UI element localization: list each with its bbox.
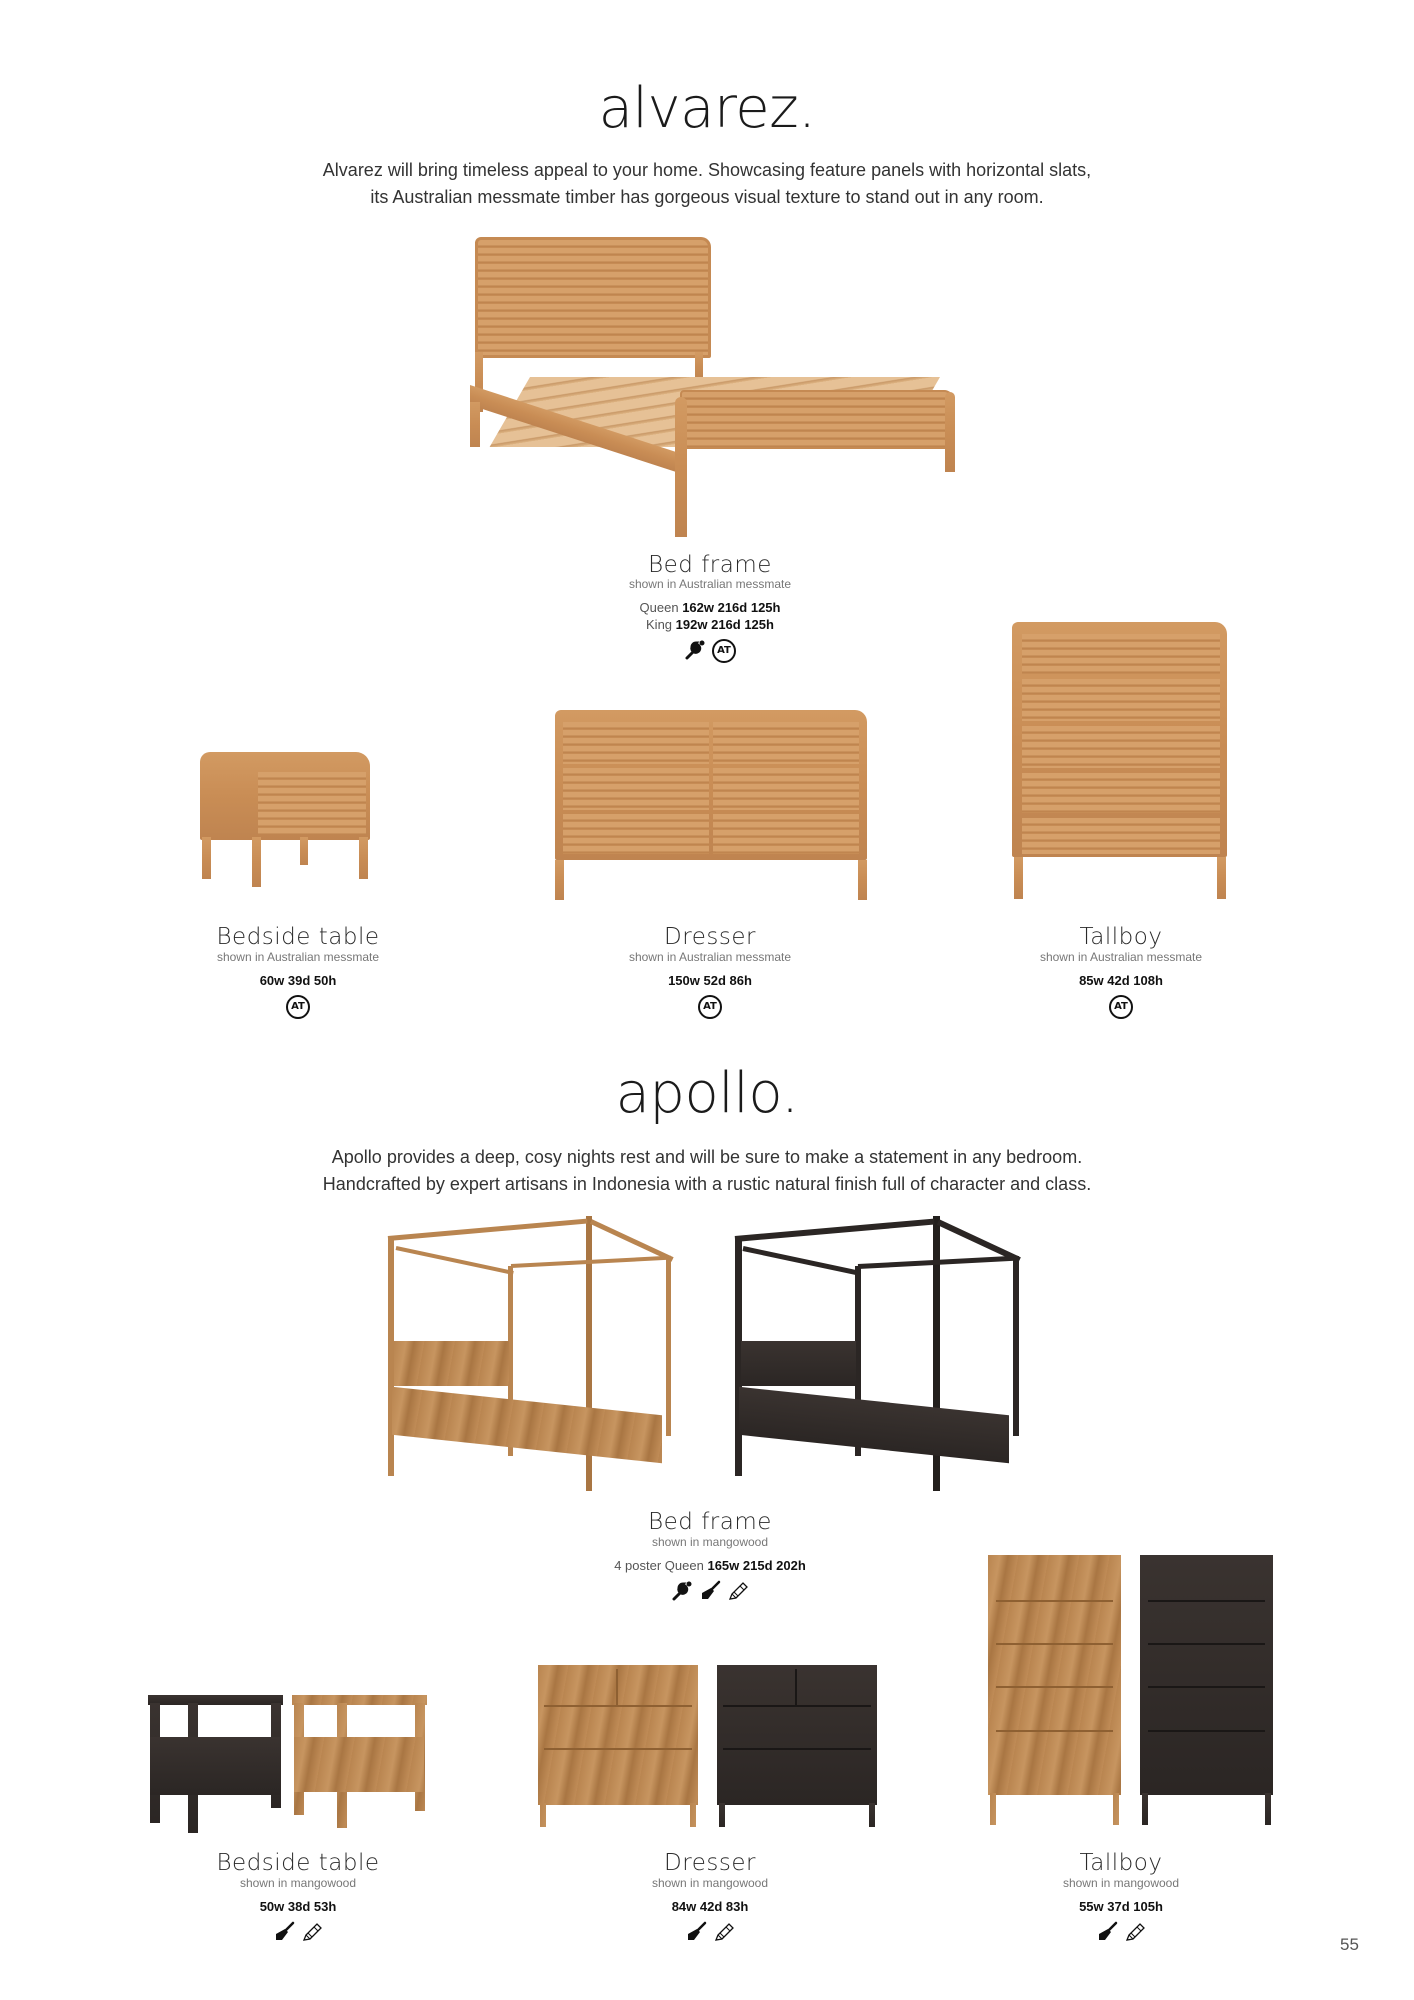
alvarez-bed-frame-info <box>560 552 860 663</box>
paintbrush-icon <box>699 1580 721 1602</box>
pencil-icon <box>713 1921 735 1943</box>
pencil-icon <box>1124 1921 1146 1943</box>
product-name: Tallboy <box>1079 924 1163 950</box>
description-line: Alvarez will bring timeless appeal to your home. Showcasing feature panels with horizontal slats, <box>322 160 1092 180</box>
section-description-alvarez <box>0 157 1414 211</box>
apollo-bed-frame-dark-image <box>733 1216 1023 1501</box>
size-queen: Queen 162w 216d 125h <box>639 600 781 615</box>
product-dimensions: 4 poster Queen 165w 215d 202h <box>614 1558 806 1573</box>
product-dimensions: 150w 52d 86h <box>668 973 752 988</box>
description-line: Handcrafted by expert artisans in Indonesia with a rustic natural finish full of character and class. <box>322 1174 1092 1194</box>
description-line: Apollo provides a deep, cosy nights rest and will be sure to make a statement in any bedroom. <box>331 1147 1083 1167</box>
at-badge-icon: AT <box>698 995 722 1019</box>
at-badge-icon: AT <box>286 995 310 1019</box>
product-info <box>148 1850 448 1943</box>
feature-icons <box>971 1921 1271 1943</box>
product-material: shown in Australian messmate <box>1039 950 1203 964</box>
apollo-bed-frame-info <box>560 1509 860 1602</box>
product-material: shown in mangowood <box>239 1876 357 1890</box>
alvarez-dresser-image <box>555 710 870 900</box>
product-dimensions: 85w 42d 108h <box>1079 973 1163 988</box>
product-name: Bed frame <box>648 552 772 578</box>
feature-icons <box>560 995 860 1019</box>
section-title-apollo: apollo. <box>615 1061 799 1126</box>
apollo-bedside-table-dark-image <box>148 1695 288 1830</box>
product-info <box>148 924 448 1019</box>
product-dimensions: 50w 38d 53h <box>259 1899 337 1914</box>
assembly-required-icon <box>684 639 706 661</box>
pencil-icon <box>727 1580 749 1602</box>
product-material: shown in Australian messmate <box>216 950 380 964</box>
assembly-required-icon <box>671 1580 693 1602</box>
product-material: shown in mangowood <box>651 1876 769 1890</box>
at-badge-icon: AT <box>712 639 736 663</box>
section-title-alvarez: alvarez. <box>598 76 816 141</box>
apollo-bed-frame-natural-image <box>386 1216 676 1501</box>
feature-icons <box>560 639 860 663</box>
product-dimensions: 60w 39d 50h <box>259 973 337 988</box>
paintbrush-icon <box>273 1921 295 1943</box>
alvarez-bed-frame-image <box>470 237 960 542</box>
paintbrush-icon <box>1096 1921 1118 1943</box>
feature-icons <box>148 995 448 1019</box>
product-material: shown in Australian messmate <box>628 577 792 591</box>
alvarez-bedside-table-image <box>200 752 375 887</box>
apollo-dresser-natural-image <box>538 1665 700 1830</box>
apollo-bedside-table-natural-image <box>292 1695 430 1830</box>
apollo-tallboy-natural-image <box>988 1555 1123 1830</box>
product-info <box>971 1850 1271 1943</box>
at-badge-icon: AT <box>1109 995 1133 1019</box>
product-info <box>560 924 860 1019</box>
pencil-icon <box>301 1921 323 1943</box>
apollo-dresser-dark-image <box>717 1665 882 1830</box>
product-name: Bed frame <box>648 1509 772 1535</box>
apollo-tallboy-dark-image <box>1140 1555 1275 1830</box>
product-name: Tallboy <box>1079 1850 1163 1876</box>
page-number: 55 <box>1340 1935 1359 1954</box>
description-line: its Australian messmate timber has gorgeous visual texture to stand out in any room. <box>370 187 1044 207</box>
product-name: Dresser <box>664 924 756 950</box>
product-dimensions: 55w 37d 105h <box>1079 1899 1163 1914</box>
feature-icons <box>971 995 1271 1019</box>
section-description-apollo <box>0 1144 1414 1198</box>
feature-icons <box>148 1921 448 1943</box>
product-name: Dresser <box>664 1850 756 1876</box>
alvarez-tallboy-image <box>1012 622 1230 902</box>
product-name: Bedside table <box>216 1850 380 1876</box>
product-material: shown in mangowood <box>651 1535 769 1549</box>
paintbrush-icon <box>685 1921 707 1943</box>
size-king: King 192w 216d 125h <box>646 617 774 632</box>
product-dimensions <box>560 599 860 633</box>
feature-icons <box>560 1580 860 1602</box>
product-name: Bedside table <box>216 924 380 950</box>
product-info <box>560 1850 860 1943</box>
product-dimensions: 84w 42d 83h <box>671 1899 749 1914</box>
product-material: shown in mangowood <box>1062 1876 1180 1890</box>
feature-icons <box>560 1921 860 1943</box>
product-info <box>971 924 1271 1019</box>
product-material: shown in Australian messmate <box>628 950 792 964</box>
